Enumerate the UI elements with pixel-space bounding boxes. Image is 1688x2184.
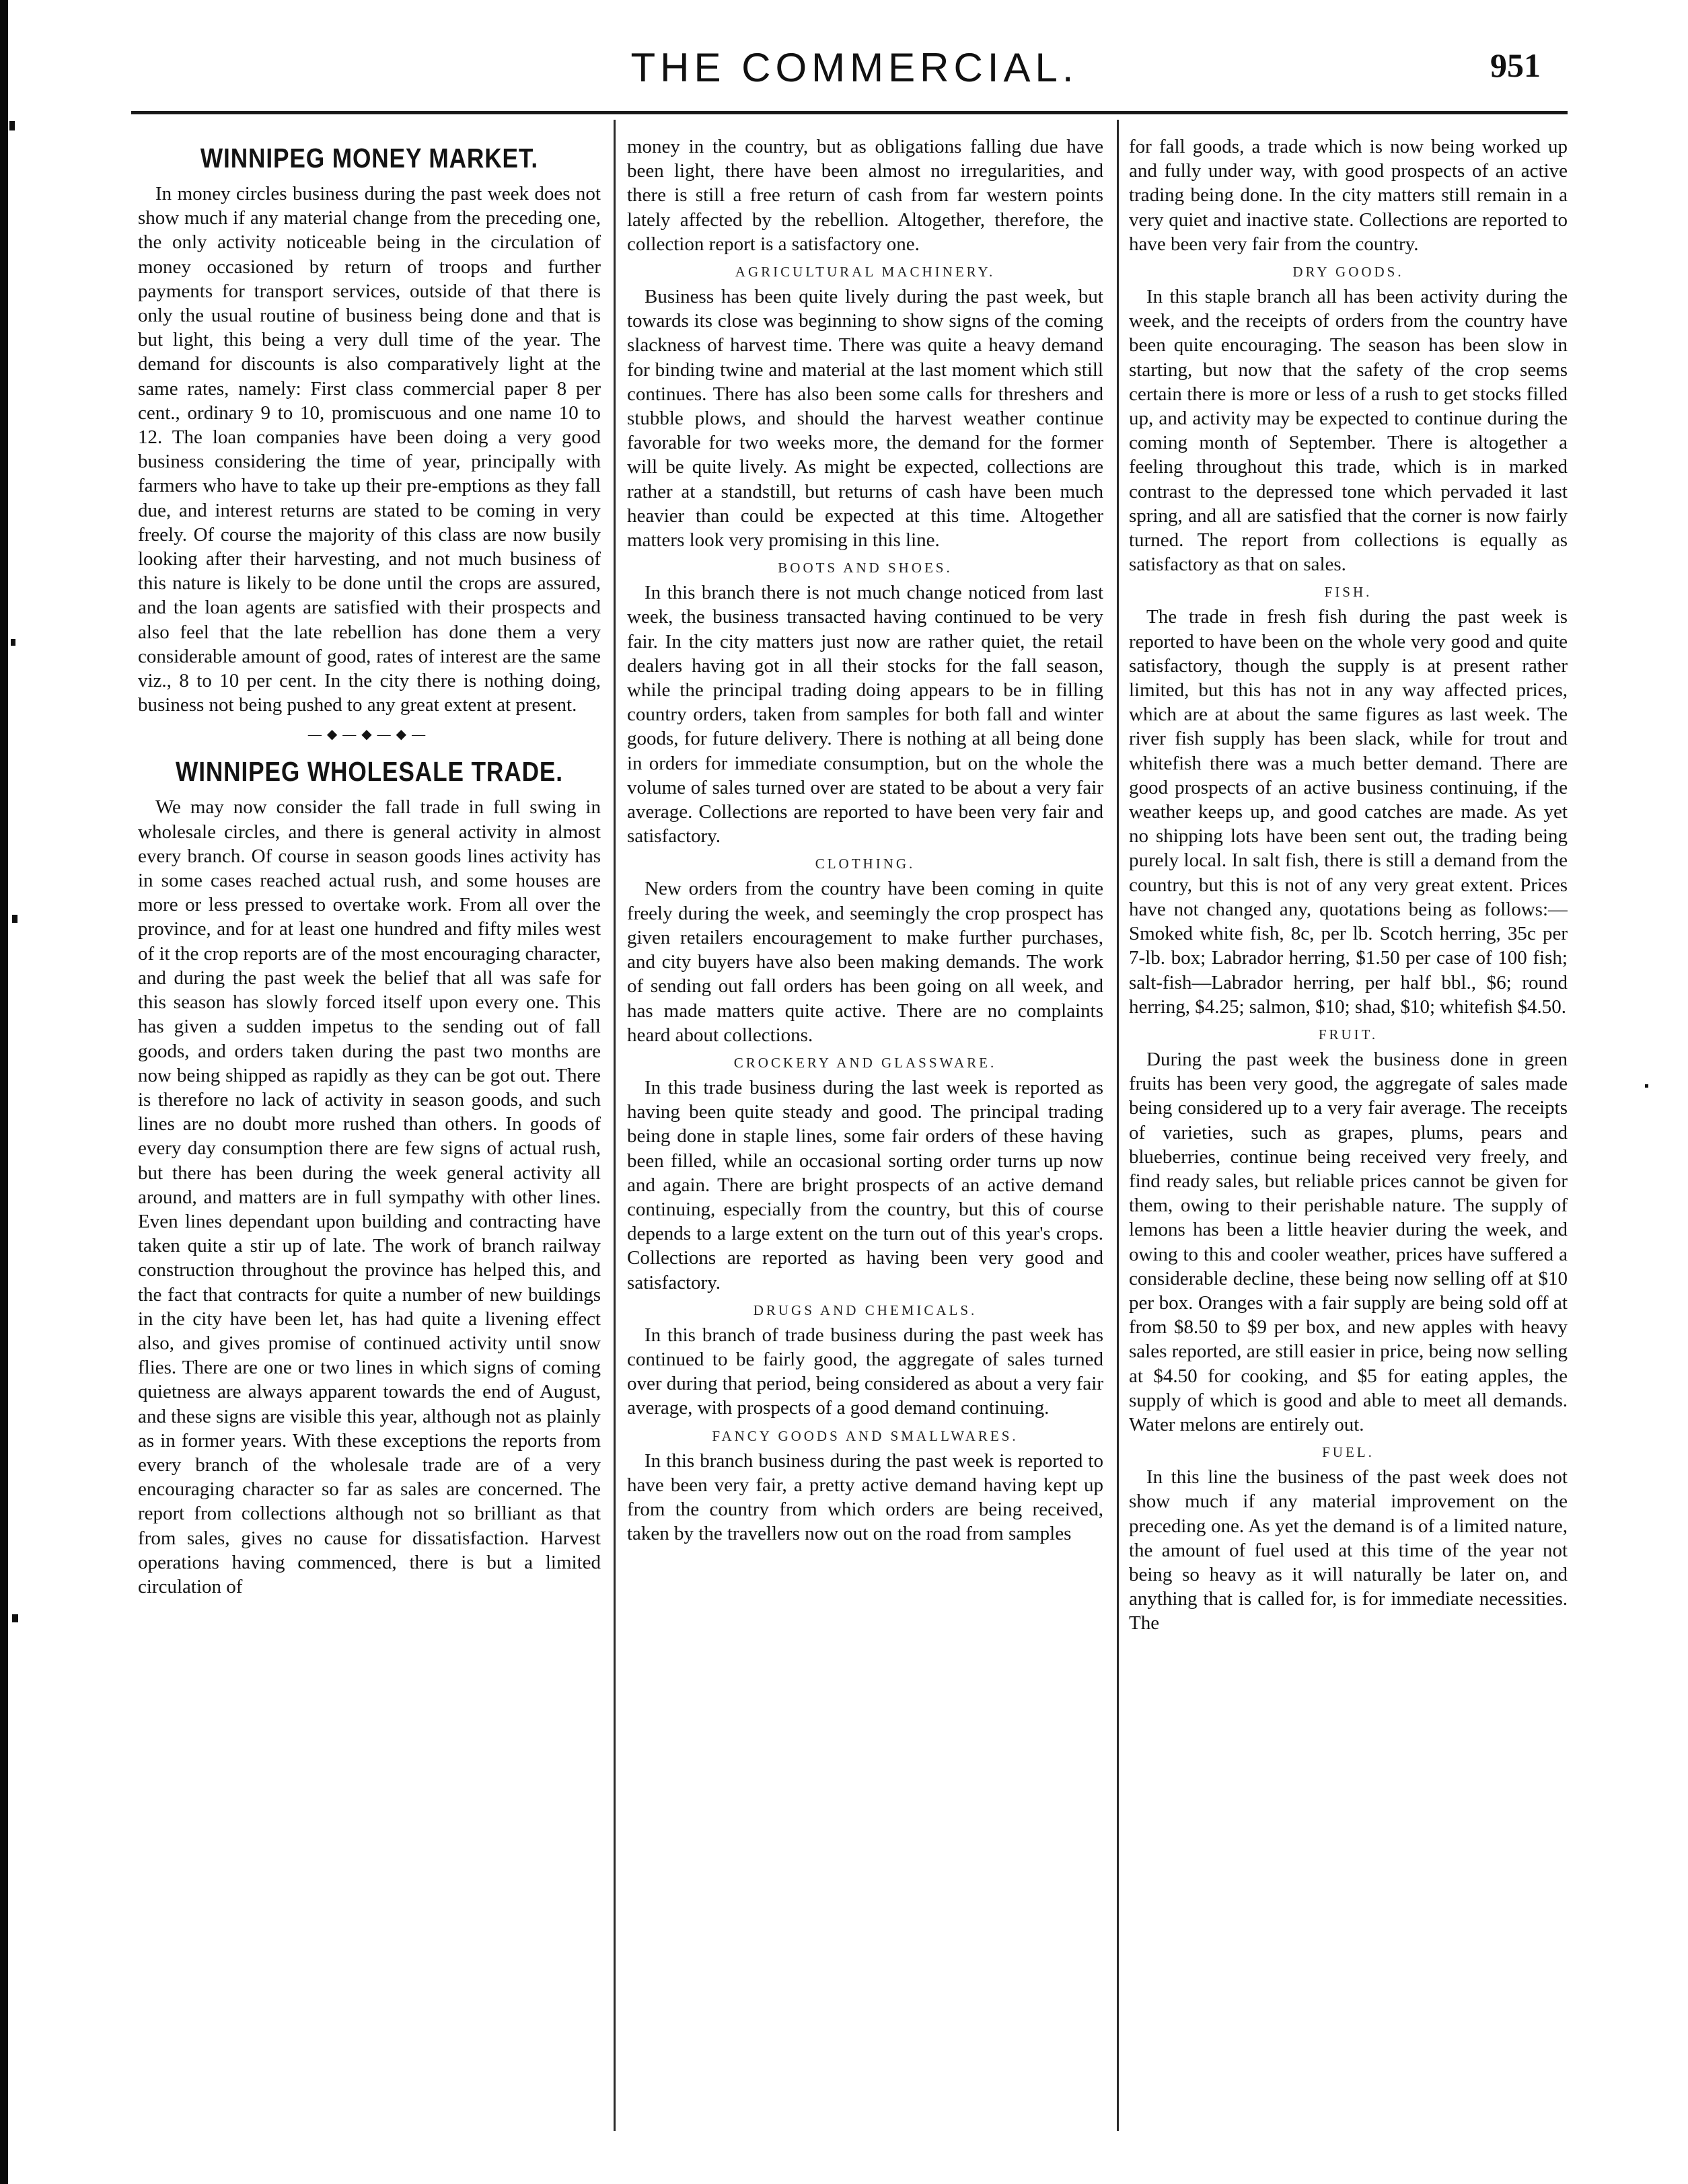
- scan-speck: [9, 121, 15, 130]
- column-3: [1129, 135, 1568, 2179]
- column-rule: [1117, 120, 1119, 2131]
- continued-paragraph: money in the country, but as obligations falling due have been light, there have been almost no irregularities, and there is still a free return of cash from far western points lately affected by the rebellion. Altogether, therefore, the collection report is a satisfactory one.: [627, 136, 1103, 255]
- scan-edge-border: [0, 0, 8, 2184]
- section-heading-clothing: CLOTHING.: [815, 856, 916, 872]
- section-text: In this line the business of the past week does not show much if any material improvement on the preceding one. As yet the demand is of a limited nature, the amount of fuel used at this time of the year not being so heavy as it will naturally be later on, and anything that is called for, is for immediate necessities. The: [1129, 1466, 1568, 1634]
- masthead-title: THE COMMERCIAL.: [630, 45, 1078, 90]
- scan-speck: [12, 1614, 18, 1622]
- section-text: The trade in fresh fish during the past week is reported to have been on the whole very good and quite satisfactory, though the supply is at present rather limited, but this has not in any way affected prices, which are at about the same figures as last week. The river fish supply has been slack, while for trout and whitefish there was a much better demand. There are good prospects of an active business continuing, if the weather keeps up, and good catches are made. As yet no shipping lots have been sent out, the trading being purely local. In salt fish, there is still a demand from the country, but this is not of any very great extent. Prices have not changed any, quotations being as follows:—Smoked white fish, 8c, per lb. Scotch herring, 35c per 7-lb. box; Labrador herring, $1.50 per case of 100 fish; salt-fish—Labrador herring, per half bbl., $6; round herring, $4.25; salmon, $10; shad, $10; whitefish $4.50.: [1129, 606, 1568, 1018]
- section-heading-fruit: FRUIT.: [1318, 1026, 1379, 1043]
- page-number: 951: [1490, 46, 1541, 84]
- column-1: [138, 135, 601, 2179]
- section-text: In this branch there is not much change noticed from last week, the business transacted having continued to be very fair. In the city matters just now are rather quiet, the retail dealers having got in all their stocks for the fall season, while the principal trading doing appears to be in filling country orders, taken from samples for both fall and winter goods, for future delivery. There is nothing at all being done in orders for immediate consumption, but on the whole the volume of sales turned over are stated to be about a very fair average. Collections are reported to have been very fair and satisfactory.: [627, 582, 1103, 848]
- scan-speck: [11, 639, 15, 646]
- section-text: In this staple branch all has been activity during the week, and the receipts of orders from the country have been quite encouraging. The season has been slow in starting, but now that the safety of the crop seems certain there is more or less of a rush to get stocks filled up, and activity may be expected to continue during the coming month of September. There is altogether a feeling throughout this trade, which is in marked contrast to the depressed tone which pervaded it last spring, and all are satisfied that the corner is now fairly turned. The report from collections is equally as satisfactory as that on sales.: [1129, 286, 1568, 576]
- section-text: New orders from the country have been coming in quite freely during the week, and seemingly the crop prospect has given retailers encouragement to make further purchases, and city buyers have also been making demands. The work of sending out fall orders has been going on all week, and has made matters quite active. There are no complaints heard about collections.: [627, 878, 1103, 1046]
- scan-speck: [12, 915, 17, 923]
- section-text: Business has been quite lively during the past week, but towards its close was beginning to show signs of the coming slackness of harvest time. There was quite a heavy demand for binding twine and material at the last moment which still continues. There has also been some calls for threshers and stubble plows, and should the harvest weather continue favorable for two weeks more, the demand for the former will be quite lively. As might be expected, collections are rather at a standstill, but returns of cash have been much heavier than could be expected at this time. Altogether matters look very promising in this line.: [627, 286, 1103, 552]
- section-text: In this branch of trade business during the past week has continued to be fairly good, the aggregate of sales turned over during that period, being considered as about a very fair average, with prospects of a good demand continuing.: [627, 1324, 1103, 1419]
- article-headline-wholesale-trade: WINNIPEG WHOLESALE TRADE.: [176, 756, 563, 788]
- column-rule: [614, 120, 616, 2131]
- section-text: In this branch business during the past week is reported to have been very fair, a pretty active demand having kept up from the country from which orders are being received, taken by the travellers now out on the road from samples: [627, 1449, 1103, 1545]
- section-heading-dry-goods: DRY GOODS.: [1292, 264, 1404, 280]
- section-ornament: —◆—◆—◆—: [307, 727, 431, 743]
- column-2: [627, 135, 1103, 2179]
- article-headline-money-market: WINNIPEG MONEY MARKET.: [200, 143, 539, 174]
- section-heading-fancy-goods: FANCY GOODS AND SMALLWARES.: [712, 1427, 1019, 1444]
- section-heading-boots-and-shoes: BOOTS AND SHOES.: [778, 560, 953, 576]
- section-heading-agricultural-machinery: AGRICULTURAL MACHINERY.: [735, 264, 996, 280]
- scan-speck: [1645, 1084, 1648, 1088]
- section-heading-drugs-and-chemicals: DRUGS AND CHEMICALS.: [753, 1302, 978, 1318]
- section-text: During the past week the business done in green fruits has been very good, the aggregate of sales made being considered up to a very fair average. The receipts of varieties, such as grapes, plums, pears and blueberries, continue being received very freely, and find ready sales, but reliable prices cannot be given for them, owing to their perishable nature. The supply of lemons has been a little heavier during the week, and owing to this and cooler weather, prices have suffered a considerable decline, these being now selling off at $10 per box. Oranges with a fair supply are being sold off at from $8.50 to $9 per box, and new apples with heavy sales reported, are still easier in price, being now selling at $4.50 for cooking, and $5 for eating apples, the supply of which is good and able to meet all demands. Water melons are entirely out.: [1129, 1048, 1568, 1435]
- article-paragraph: We may now consider the fall trade in full swing in wholesale circles, and there is general activity in almost every branch. Of course in season goods lines activity has in some cases reached actual rush, and some houses are more or less pressed to overtake work. From all over the province, and for at least one hundred and fifty miles west of it the crop reports are of the most encouraging character, and during the past week the belief that all was safe for this season has slowly forced itself upon every one. This has given a sudden impetus to the sending out of fall goods, and orders taken during the past two months are now being shipped as rapidly as they can be got out. There is therefore no lack of activity in season goods, and such lines are no doubt more rushed than others. In goods of every day consumption there are few signs of actual rush, but there has been during the week general activity all around, and matters are in full sympathy with other lines. Even lines dependant upon building and contracting have taken quite a stir up of late. The work of branch railway construction throughout the province has helped this, and the fact that contracts for quite a number of new buildings in the city have been let, has had quite a livening effect also, and gives promise of continued activity until snow flies. There are one or two lines in which signs of coming quietness are always apparent towards the end of August, and these signs are visible this year, although not as plainly as in former years. With these exceptions the reports from every branch of the wholesale trade are of a very encouraging character so far as sales are concerned. The report from collections although not so brilliant as that from sales, gives no cause for dissatisfaction. Harvest operations having commenced, there is but a limited circulation of: [138, 796, 601, 1597]
- section-heading-crockery-and-glassware: CROCKERY AND GLASSWARE.: [733, 1054, 997, 1071]
- continued-paragraph: for fall goods, a trade which is now being worked up and fully under way, with good prospects of an active trading being done. In the city matters still remain in a very quiet and inactive state. Collections are reported to have been very fair from the country.: [1129, 136, 1568, 255]
- article-paragraph: In money circles business during the past week does not show much if any material change from the preceding one, the only activity noticeable being in the circulation of money occasioned by return of troops and further payments for transport services, outside of that there is only the usual routine of business being done and that is but light, this being a very dull time of the year. The demand for discounts is also comparatively light at the same rates, namely: First class commercial paper 8 per cent., ordinary 9 to 10, promiscuous and one name 10 to 12. The loan companies have been doing a very good business considering the time of year, principally with farmers who have to take up their pre-emptions as they fall due, and interest returns are stated to be coming in very freely. Of course the majority of this class are now busily looking after their harvesting, and not much business of this nature is likely to be done until the crops are assured, and the loan agents are satisfied with their prospects and also feel that the late rebellion has done them a very considerable amount of good, rates of interest are the same viz., 8 to 10 per cent. In the city there is nothing doing, business not being pushed to any great extent at present.: [138, 183, 601, 716]
- section-heading-fish: FISH.: [1324, 584, 1372, 601]
- masthead-rule: [131, 111, 1568, 114]
- section-text: In this trade business during the last week is reported as having been quite steady and good. The principal trading being done in staple lines, some fair orders of these having been filled, while an occasional sorting order turns up now and again. There are bright prospects of an active demand continuing, especially from the country, but this of course depends to a large extent on the turn out of this year's crops. Collections are reported as having been very good and satisfactory.: [627, 1076, 1103, 1293]
- section-heading-fuel: FUEL.: [1322, 1444, 1374, 1461]
